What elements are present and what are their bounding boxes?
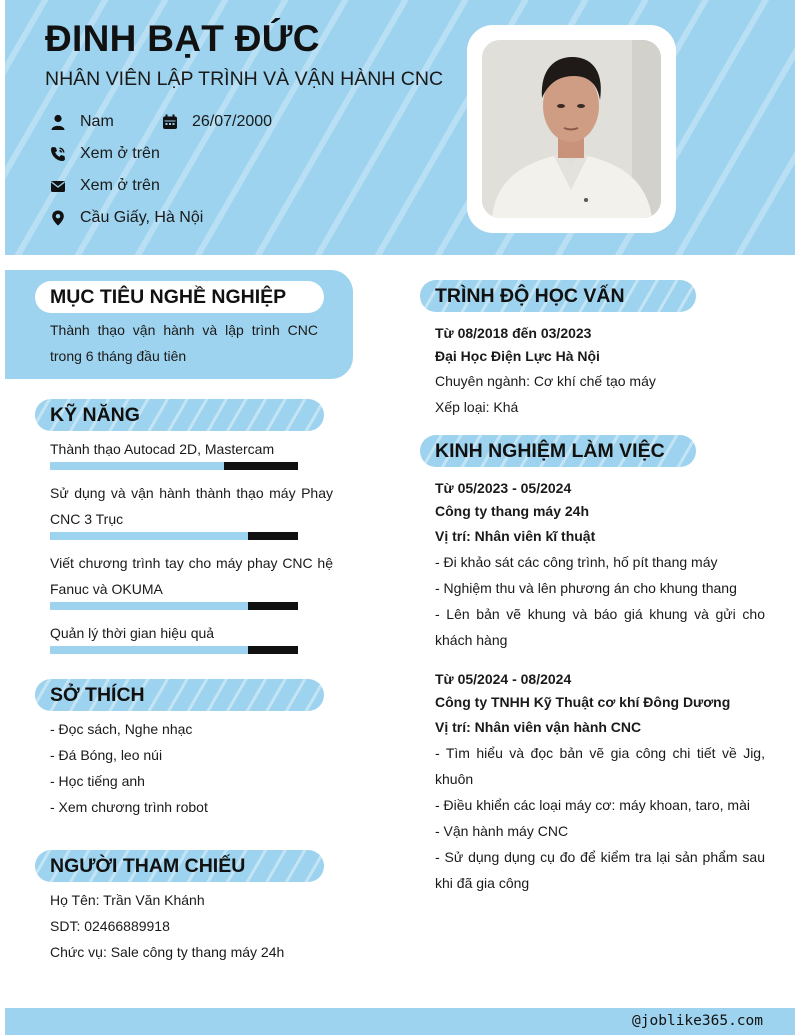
education-heading: TRÌNH ĐỘ HỌC VẤN — [420, 280, 696, 312]
gender-value: Nam — [80, 113, 114, 130]
job-company: Công ty thang máy 24h — [435, 503, 590, 519]
job-period: Từ 05/2024 - 08/2024 — [435, 671, 572, 687]
gender-row — [50, 113, 114, 131]
reference-name: Họ Tên: Trần Văn Khánh — [50, 892, 205, 908]
job-position: Vị trí: Nhân viên vận hành CNC — [435, 719, 642, 735]
hobbies-heading: SỞ THÍCH — [35, 679, 324, 711]
job-duty: - Vận hành máy CNC — [435, 823, 569, 839]
job-duty: - Sử dụng dụng cụ đo để kiểm tra lại sản phẩm sau khi đã gia công — [435, 849, 765, 891]
person-icon — [50, 114, 66, 130]
job-duty: - Tìm hiểu và đọc bản vẽ gia công chi tiết về Jig, khuôn — [435, 745, 765, 787]
skill-level-bar — [50, 602, 298, 610]
experience-heading: KINH NGHIỆM LÀM VIỆC — [420, 435, 696, 467]
job-duty: - Lên bản vẽ khung và báo giá khung và gửi cho khách hàng — [435, 606, 765, 648]
skill-level-fill — [50, 462, 224, 470]
phone-value: Xem ở trên — [80, 145, 160, 162]
person-portrait-image — [482, 40, 661, 218]
reference-position: Chức vụ: Sale công ty thang máy 24h — [50, 944, 285, 960]
skill-level-bar — [50, 462, 298, 470]
skill-level-fill — [50, 602, 248, 610]
skills-heading: KỸ NĂNG — [35, 399, 324, 431]
calendar-icon — [162, 114, 178, 130]
job-duty: - Điều khiển các loại máy cơ: máy khoan, taro, mài — [435, 797, 750, 813]
footer-bar — [5, 1008, 795, 1035]
objective-text: Thành thạo vận hành và lập trình CNC trong 6 tháng đầu tiên — [50, 322, 318, 364]
skill-level-fill — [50, 532, 248, 540]
email-value: Xem ở trên — [80, 177, 160, 194]
birthdate-value: 26/07/2000 — [192, 113, 273, 130]
skill-label: Thành thạo Autocad 2D, Mastercam — [50, 441, 275, 457]
address-row — [50, 209, 203, 227]
objective-heading: MỤC TIÊU NGHỀ NGHIỆP — [35, 281, 324, 313]
email-row — [50, 177, 160, 195]
skill-label: Quản lý thời gian hiệu quả — [50, 625, 215, 641]
hobby-item: - Học tiếng anh — [50, 773, 145, 789]
job-position: Vị trí: Nhân viên kĩ thuật — [435, 528, 596, 544]
job-duty: - Đi khảo sát các công trình, hố pít thang máy — [435, 554, 718, 570]
profile-photo — [482, 40, 661, 218]
education-period: Từ 08/2018 đến 03/2023 — [435, 325, 592, 341]
footer-website: @joblike365.com — [632, 1013, 763, 1029]
reference-phone: SDT: 02466889918 — [50, 918, 170, 934]
phone-icon — [50, 146, 66, 162]
references-heading: NGƯỜI THAM CHIẾU — [35, 850, 324, 882]
education-major: Chuyên ngành: Cơ khí chế tạo máy — [435, 373, 656, 389]
skill-label: Viết chương trình tay cho máy phay CNC hệ Fanuc và OKUMA — [50, 555, 333, 597]
skill-level-fill — [50, 646, 248, 654]
skill-label: Sử dụng và vận hành thành thạo máy Phay CNC 3 Trục — [50, 485, 333, 527]
education-grade: Xếp loại: Khá — [435, 399, 519, 415]
profile-photo-frame — [467, 25, 676, 233]
hobby-item: - Đọc sách, Nghe nhạc — [50, 721, 193, 737]
skill-level-bar — [50, 532, 298, 540]
skill-level-bar — [50, 646, 298, 654]
birthdate-row — [162, 113, 272, 131]
hobby-item: - Đá Bóng, leo núi — [50, 747, 163, 763]
envelope-icon — [50, 178, 66, 194]
job-period: Từ 05/2023 - 05/2024 — [435, 480, 572, 496]
job-duty: - Nghiệm thu và lên phương án cho khung thang — [435, 580, 737, 596]
job-title: NHÂN VIÊN LẬP TRÌNH VÀ VẬN HÀNH CNC — [45, 68, 444, 90]
job-company: Công ty TNHH Kỹ Thuật cơ khí Đông Dương — [435, 694, 731, 710]
candidate-name: ĐINH BẠT ĐỨC — [45, 18, 320, 59]
hobby-item: - Xem chương trình robot — [50, 799, 208, 815]
location-pin-icon — [50, 210, 66, 226]
address-value: Cầu Giấy, Hà Nội — [80, 209, 204, 226]
education-school: Đại Học Điện Lực Hà Nội — [435, 348, 600, 364]
phone-row — [50, 145, 160, 163]
